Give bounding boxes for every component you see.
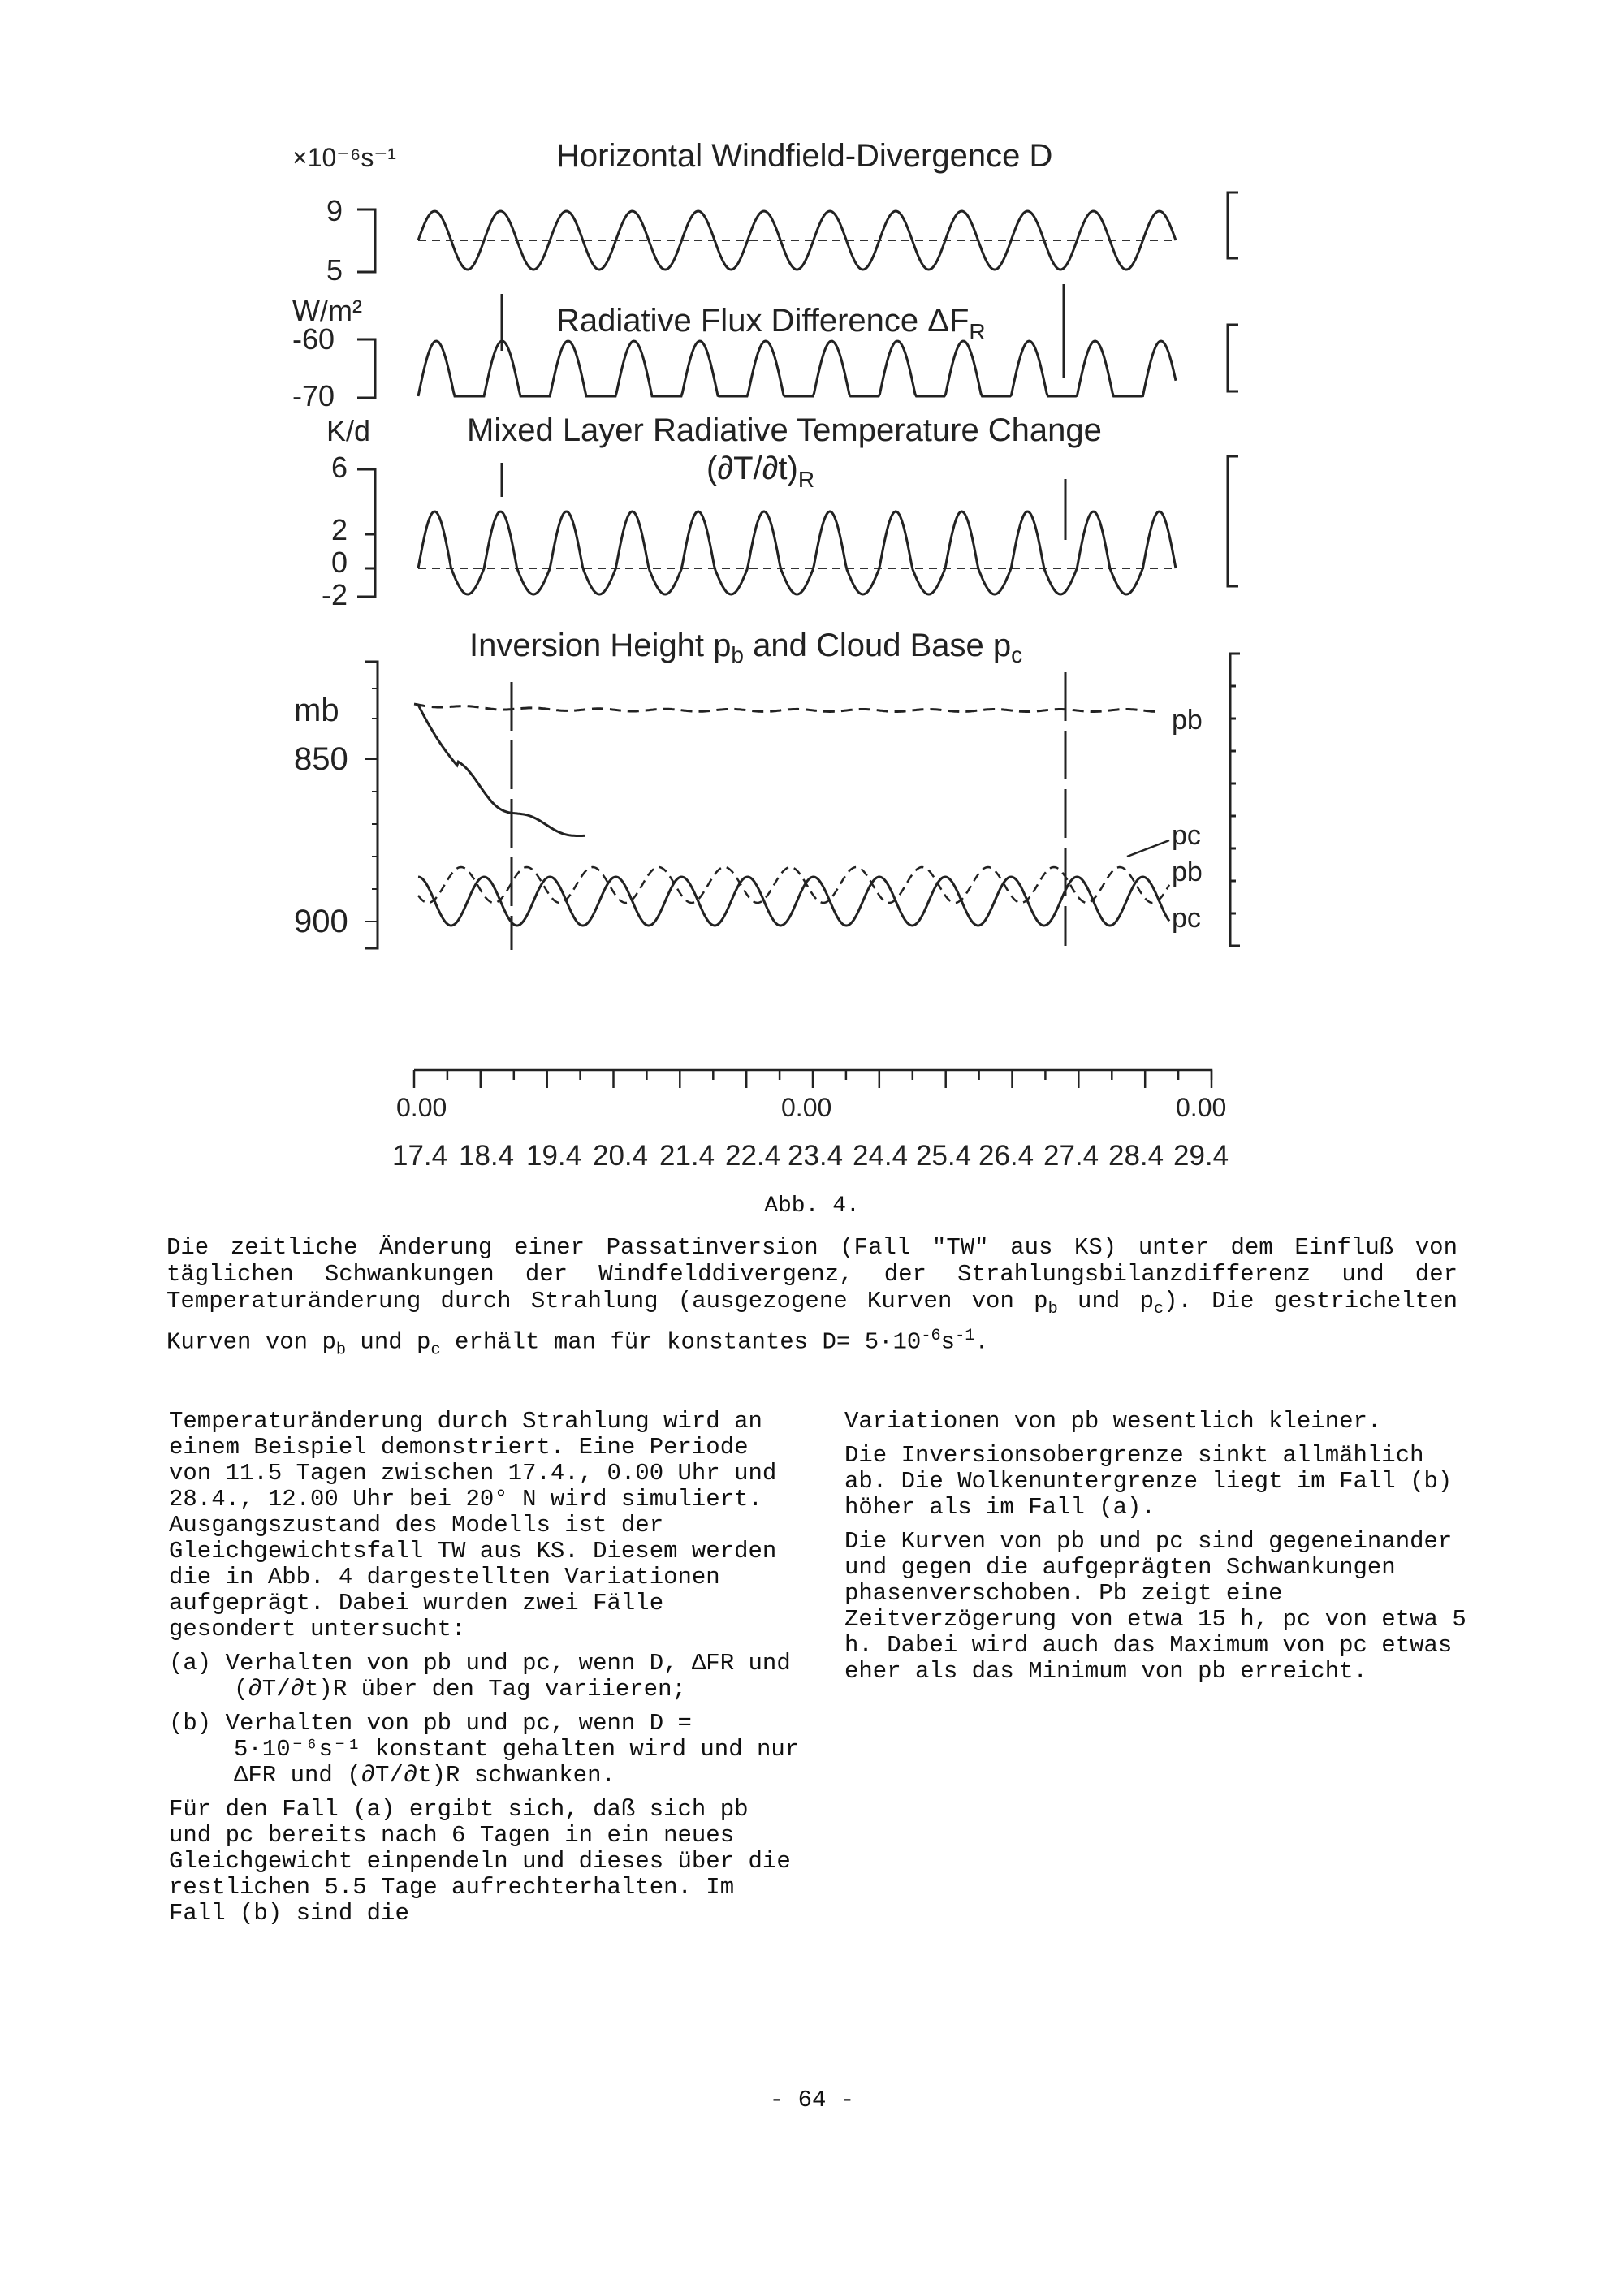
inversion-tick-900: 900 [294,904,348,939]
flux-unit: W/m² [292,294,362,327]
date-label: 21.4 [659,1140,715,1172]
flux-title: Radiative Flux Difference $\Delta F_R$ [556,303,986,344]
list-item-b: (b) Verhalten von pb und pc, wenn D = 5·10⁻⁶s⁻¹ konstant gehalten wird und nur ΔFR und (∂T/∂t)R schwanken. [169,1710,800,1789]
figure-label: Abb. 4. [764,1193,860,1219]
divergence-axis-bracket [357,209,375,272]
temp-side-bracket [1228,456,1238,586]
temp-title-line2: $(\partial T/\partial t)_R$ [706,451,815,492]
label-pc-mid: pc [1172,820,1201,851]
inversion-axis-line [365,662,378,948]
inversion-tick-850: 850 [294,741,348,777]
temp-tick-neg2: -2 [322,578,348,611]
flux-tick-70: -70 [292,379,335,412]
left-column [169,1409,802,1935]
paragraph: Die Kurven von pb und pc sind gegeneinander und gegen die aufgeprägten Schwankungen phasenverschoben. Pb zeigt eine Zeitverzögerung von etwa 15 h, pc von etwa 5 h. Dabei wird auch das Maximum von pc etwas eher als das Minimum von pb erreicht. [844,1528,1466,1685]
pb-oscillation-dashed [418,867,1169,903]
pc-curve-solid [418,705,585,836]
inversion-axis-ticks [365,688,378,922]
inversion-title: Inversion Height $p_b$ and Cloud Base $p_c$ [469,628,1023,667]
time-label-start: 0.00 [396,1093,447,1122]
date-label: 22.4 [725,1140,781,1172]
temp-axis-bracket [357,469,375,597]
date-label: 20.4 [593,1140,649,1172]
temp-curve [418,511,1176,594]
time-label-end: 0.00 [1176,1093,1227,1122]
paragraph: Für den Fall (a) ergibt sich, daß sich pb und pc bereits nach 6 Tagen in ein neues Gleichgewicht einpendeln und dieses über die restlichen 5.5 Tage aufrechterhalten. Im Fall (b) sind die [169,1796,791,1927]
list-item-a: (a) Verhalten von pb und pc, wenn D, ΔFR und (∂T/∂t)R über den Tag variieren; [169,1650,791,1703]
paragraph: Variationen von pb wesentlich kleiner. [844,1408,1382,1435]
page-number: - 64 - [769,2087,855,2113]
divergence-tick-9: 9 [326,194,343,227]
date-label: 27.4 [1043,1140,1099,1172]
divergence-title: Horizontal Windfield-Divergence D [556,138,1053,174]
divergence-side-bracket [1228,192,1238,258]
time-label-mid: 0.00 [781,1093,832,1122]
pb-curve-dashed [414,704,1160,711]
inversion-side-bracket [1230,654,1240,946]
date-label: 18.4 [459,1140,515,1172]
date-label: 29.4 [1173,1140,1229,1172]
flux-tick-60: -60 [292,322,335,356]
date-label: 26.4 [978,1140,1034,1172]
date-labels [392,1140,1229,1172]
pc-oscillation-solid [418,877,1169,926]
temp-title-line1: Mixed Layer Radiative Temperature Change [467,412,1102,448]
divergence-unit: ×10⁻⁶s⁻¹ [292,143,396,172]
flux-side-bracket [1228,325,1238,391]
temp-tick-6: 6 [331,451,348,484]
date-label: 24.4 [853,1140,909,1172]
paragraph: Die Inversionsobergrenze sinkt allmählich ab. Die Wolkenuntergrenze liegt im Fall (b) höher als im Fall (a). [844,1442,1453,1521]
date-label: 17.4 [392,1140,448,1172]
date-label: 23.4 [788,1140,844,1172]
temp-tick-2: 2 [331,513,348,546]
label-pb-mid: pb [1172,857,1203,887]
date-label: 25.4 [916,1140,972,1172]
paragraph: Temperaturänderung durch Strahlung wird an einem Beispiel demonstriert. Eine Periode von 11.5 Tagen zwischen 17.4., 0.00 Uhr und 28.4., 12.00 Uhr bei 20° N wird simuliert. Ausgangszustand des Modells ist der Gleichgewichtsfall TW aus KS. Diesem werden die in Abb. 4 dargestellten Variationen aufgeprägt. Dabei wurden zwei Fälle gesondert untersucht: [169,1408,777,1642]
date-label: 28.4 [1108,1140,1164,1172]
label-pb-top: pb [1172,705,1203,736]
inversion-unit: mb [294,693,339,728]
time-axis-ticks [414,1070,1212,1088]
flux-curve [418,341,1176,396]
pc-label-leader [1127,840,1169,857]
right-column [844,1409,1478,1693]
date-label: 19.4 [526,1140,582,1172]
temp-unit: K/d [326,414,371,447]
temp-tick-0: 0 [331,546,348,579]
flux-axis-bracket [357,339,375,398]
label-pc-bottom: pc [1172,903,1201,934]
divergence-tick-5: 5 [326,253,343,287]
figure-caption: Die zeitliche Änderung einer Passatinversion (Fall "TW" aus KS) unter dem Einfluß von täglichen Schwankungen der Windfelddivergenz, der Strahlungsbilanzdifferenz und der Temperaturänderung durch Strahlung (ausgezogene Kurven von $p_b$ und $p_c$). Die gestrichelten Kurven von $p_b$ und $p_c$ erhält man für konstantes $D= 5\cdot 10^{-6}s^{-1}$. [166,1234,1458,1360]
